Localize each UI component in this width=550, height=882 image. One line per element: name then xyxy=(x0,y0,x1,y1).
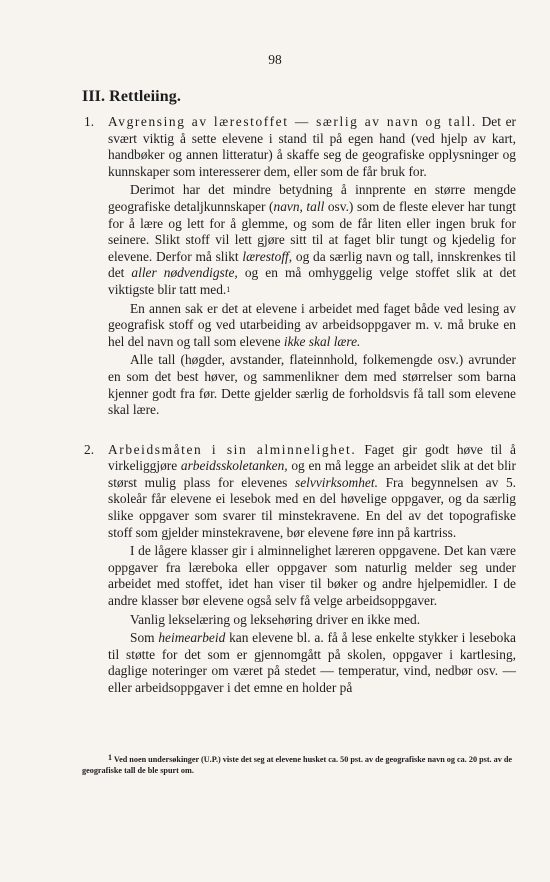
section-1-paragraph-3: En annen sak er det at elevene i arbeidet med faget både ved lesing av geografisk stoff og ved utarbeiding av arbeidsoppgaver m. v. må bruke en hel del navn og tall som elevene ikke skal lære. xyxy=(108,300,516,349)
section-2-paragraph-4: Som heimearbeid kan elevene bl. a. få å lese enkelte stykker i leseboka til støtte for det som er gjennomgått på skolen, oppgaver i kartlesing, daglige noteringer om været på stedet — temperatur, vind, nedbør osv. — eller arbeidsoppgaver i det emne en holder på xyxy=(108,630,516,695)
section-2-title: Arbeidsmåten i sin alminnelighet. xyxy=(108,441,357,457)
section-2-paragraph-1: Arbeidsmåten i sin alminnelighet. Faget gir godt høve til å virkeliggjøre arbeidsskoletanken, og en må legge an arbeidet slik at det blir størst mulig plass for elevenes selvvirksomhet. Fra begynnelsen av 5. skoleår får elevene ei lesebok med en del høvelige oppgaver, og da særlig slike oppgaver som svarer til minstekravene. En del av det topografiske stoff som gjelder minstekravene, bør elevene føre inn på kartriss. xyxy=(108,441,517,540)
section-2 xyxy=(84,441,517,697)
section-1-title-rest: — særlig av navn og tall. xyxy=(288,114,477,129)
page-number: 98 xyxy=(268,52,282,67)
footnote xyxy=(82,752,516,776)
body-text xyxy=(84,114,517,697)
section-1-number: 1. xyxy=(84,114,95,129)
section-1-paragraph-1: Avgrensing av lærestoffet — særlig av navn og tall. Det er svært viktig å sette elevene i stand til på egen hand (ved hjelp av kart, handbøker og annen litteratur) å skaffe seg de geografiske opplysninger og kunnskaper som interesserer dem, eller som de får bruk for. xyxy=(108,114,516,179)
section-2-paragraph-2: I de lågere klasser gir i alminnelighet læreren oppgavene. Det kan være oppgaver fra læreboka eller oppgaver som naturlig melder seg under arbeidet med stoffet, idet han viser til bøker og andre hjelpemidler. I de andre klasser bør elevene også selv få velge arbeidsoppgaver. xyxy=(108,543,516,609)
footnote-text: Ved noen undersøkinger (U.P.) viste det seg at elevene husket ca. 50 pst. av de geografiske navn og ca. 20 pst. av de geografiske tall de ble spurt om. xyxy=(82,755,513,775)
footnote-marker: 1 xyxy=(226,284,231,294)
footnote-mark: 1 xyxy=(108,753,112,762)
section-1-paragraph-4: Alle tall (høgder, avstander, flateinnhold, folkemengde osv.) avrunder en som det best høver, og sammenlikner dem med størrelser som barna kjenner godt fra før. Dette gjelder særlig de forholdsvis få tall som elevene skal lære. xyxy=(108,352,516,418)
section-heading: III. Rettleiing. xyxy=(82,88,181,105)
section-1-paragraph-2: Derimot har det mindre betydning å innprente en større mengde geografiske detaljkunnskaper (navn, tall osv.) som de fleste elever har tungt for å lære og lett for å glemme, og som de får liten eller ingen bruk for seinere. Slikt stoff vil lett gjøre sitt til at faget blir tungt og kjedelig for elevene. Derfor må slikt lærestoff, og da særlig navn og tall, innskrenkes til det aller nødvendigste, og en må omhyggelig velge stoffet slik at det viktigste blir tatt med.$^1$ xyxy=(108,182,516,297)
section-1-title: Avgrensing av lærestoffet xyxy=(108,114,289,129)
section-2-number: 2. xyxy=(84,441,95,457)
section-1 xyxy=(84,114,516,419)
section-2-paragraph-3: Vanlig lekselæring og leksehøring driver en ikke med. xyxy=(130,611,421,627)
